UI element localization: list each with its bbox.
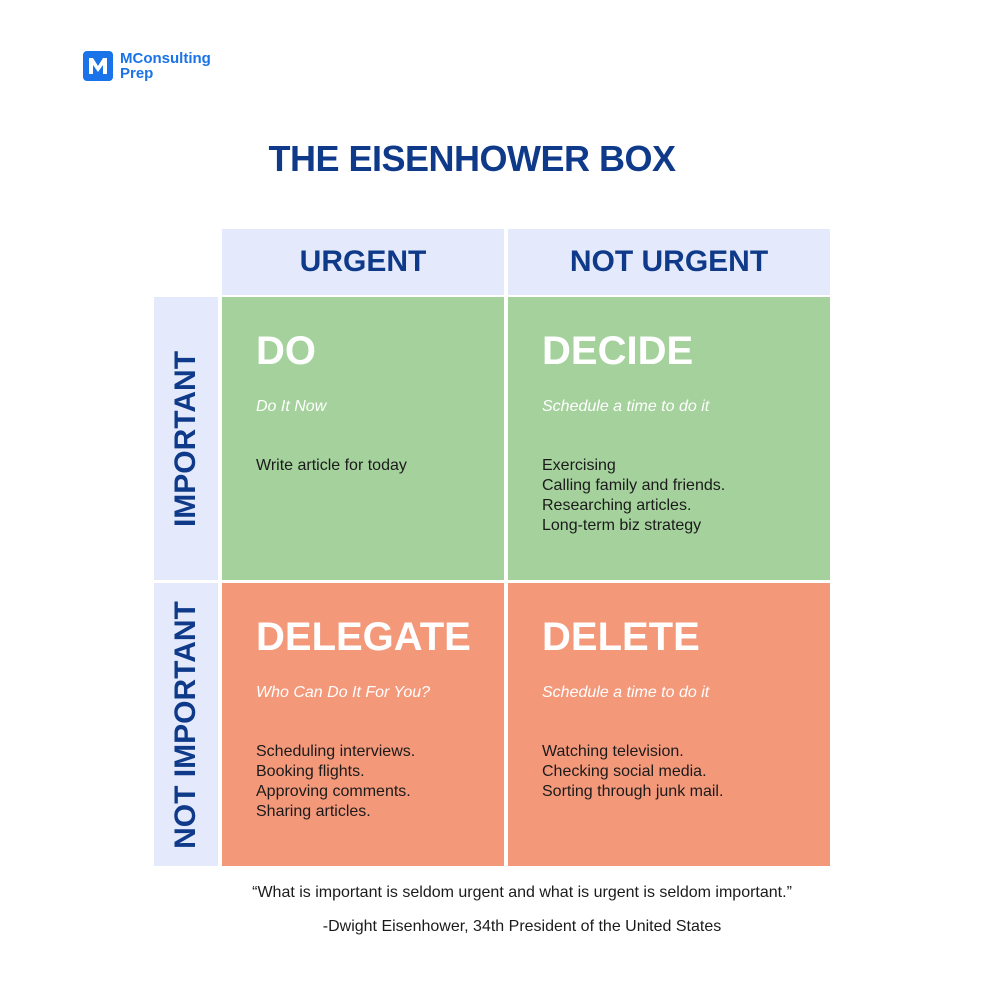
quote-attribution: -Dwight Eisenhower, 34th President of the United States [322,918,722,935]
page-title: THE EISENHOWER BOX [268,138,676,179]
quadrant-heading: DELEGATE [256,615,471,659]
row-header-not-important [154,583,218,866]
m-logo-icon [83,51,113,81]
brand-line-2: Prep [120,65,154,82]
task-list [542,456,830,536]
brand-name [120,51,211,81]
quadrant-subtitle: Schedule a time to do it [542,398,710,415]
list-item: Scheduling interviews. [256,743,416,760]
quadrant-delete [508,583,830,866]
quadrant-delegate [222,583,504,866]
brand-line-1: MConsulting [120,50,211,67]
column-header-urgent: URGENT [222,229,504,295]
row-header-not-important-label: NOT IMPORTANT [169,600,202,849]
list-item: Approving comments. [256,783,411,800]
task-list [542,742,830,802]
quadrant-subtitle: Schedule a time to do it [542,684,710,701]
task-list [256,742,504,822]
list-item: Long-term biz strategy [542,517,702,534]
quadrant-do [222,297,504,580]
list-item: Sorting through junk mail. [542,783,724,800]
list-item: Calling family and friends. [542,477,726,494]
list-item: Booking flights. [256,763,365,780]
row-header-important [154,297,218,580]
quote: “What is important is seldom urgent and what is urgent is seldom important.” [252,884,792,901]
list-item: Write article for today [256,457,407,474]
list-item: Exercising [542,457,616,474]
column-header-not-urgent: NOT URGENT [508,229,830,295]
list-item: Researching articles. [542,497,692,514]
quadrant-decide [508,297,830,580]
quadrant-heading: DECIDE [542,329,694,373]
task-list [256,456,504,476]
quadrant-heading: DELETE [542,615,700,659]
list-item: Checking social media. [542,763,707,780]
list-item: Watching television. [542,743,684,760]
quadrant-subtitle: Do It Now [256,398,327,415]
quadrant-heading: DO [256,329,316,373]
quadrant-subtitle: Who Can Do It For You? [256,684,431,701]
brand-logo [83,51,211,81]
list-item: Sharing articles. [256,803,371,820]
row-header-important-label: IMPORTANT [169,350,202,527]
